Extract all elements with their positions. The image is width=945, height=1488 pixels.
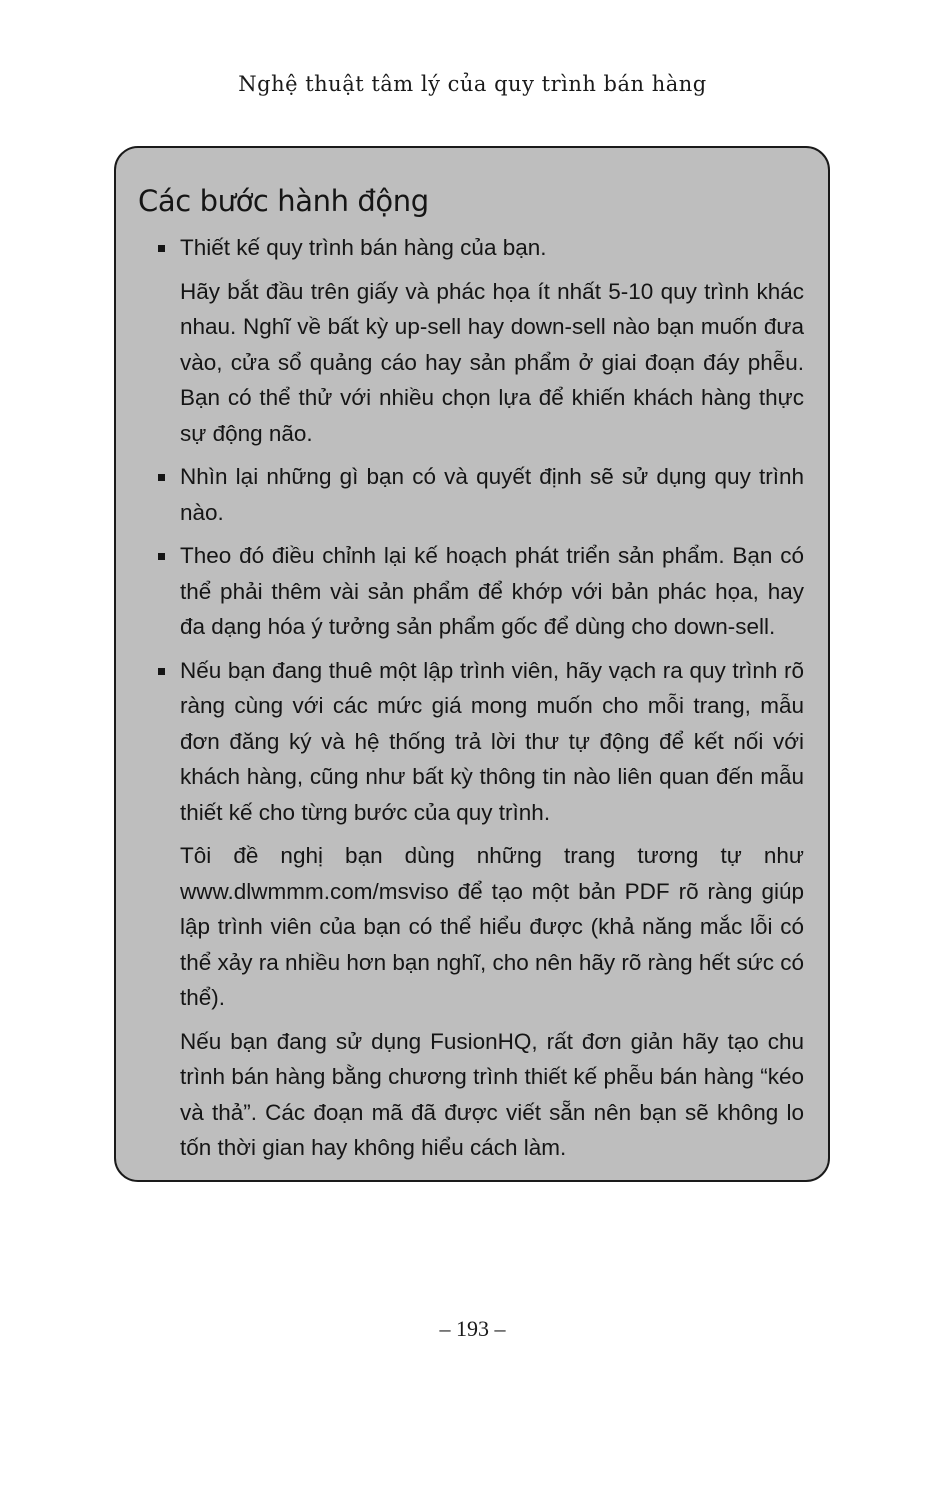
list-item bbox=[138, 230, 804, 266]
paragraph: Hãy bắt đầu trên giấy và phác họa ít nhất 5-10 quy trình khác nhau. Nghĩ về bất kỳ up-sell hay down-sell nào bạn muốn đưa vào, cửa sổ quảng cáo hay sản phẩm ở giai đoạn đáy phễu. Bạn có thể thử với nhiều chọn lựa để khiến khách hàng thực sự động não. bbox=[180, 278, 804, 446]
list-item bbox=[138, 653, 804, 831]
paragraph: Tôi đề nghị bạn dùng những trang tương tự như www.dlwmmm.com/msviso để tạo một bản PDF rõ ràng giúp lập trình viên của bạn có thể hiểu được (khả năng mắc lỗi có thể xảy ra nhiều hơn bạn nghĩ, cho nên hãy rõ ràng hết sức có thể). bbox=[180, 843, 804, 1010]
list-item bbox=[138, 459, 804, 530]
box-title: Các bước hành động bbox=[138, 184, 429, 218]
page-number: – 193 – bbox=[439, 1316, 506, 1341]
list-item-text: Nhìn lại những gì bạn có và quyết định sẽ sử dụng quy trình nào. bbox=[180, 464, 804, 525]
square-bullet-icon bbox=[158, 245, 165, 252]
action-steps-box bbox=[114, 146, 830, 1182]
list-item-text: Theo đó điều chỉnh lại kế hoạch phát triển sản phẩm. Bạn có thể phải thêm vài sản phẩm để khớp với bản phác họa, hay đa dạng hóa ý tưởng sản phẩm gốc để dùng cho down-sell. bbox=[180, 543, 804, 639]
square-bullet-icon bbox=[158, 474, 165, 481]
square-bullet-icon bbox=[158, 668, 165, 675]
paragraph: Nếu bạn đang sử dụng FusionHQ, rất đơn giản hãy tạo chu trình bán hàng bằng chương trình thiết kế phễu bán hàng “kéo và thả”. Các đoạn mã đã được viết sẵn nên bạn sẽ không lo tốn thời gian hay không hiểu cách làm. bbox=[180, 1028, 804, 1160]
list-item-text: Thiết kế quy trình bán hàng của bạn. bbox=[180, 235, 547, 260]
list-item-text: Nếu bạn đang thuê một lập trình viên, hãy vạch ra quy trình rõ ràng cùng với các mức giá mong muốn cho mỗi trang, mẫu đơn đăng ký và hệ thống trả lời thư tự động để kết nối với khách hàng, cũng như bất kỳ thông tin nào liên quan đến mẫu thiết kế cho từng bước của quy trình. bbox=[180, 657, 804, 825]
square-bullet-icon bbox=[158, 553, 165, 560]
list-item bbox=[138, 538, 804, 645]
running-header: Nghệ thuật tâm lý của quy trình bán hàng bbox=[238, 72, 707, 96]
